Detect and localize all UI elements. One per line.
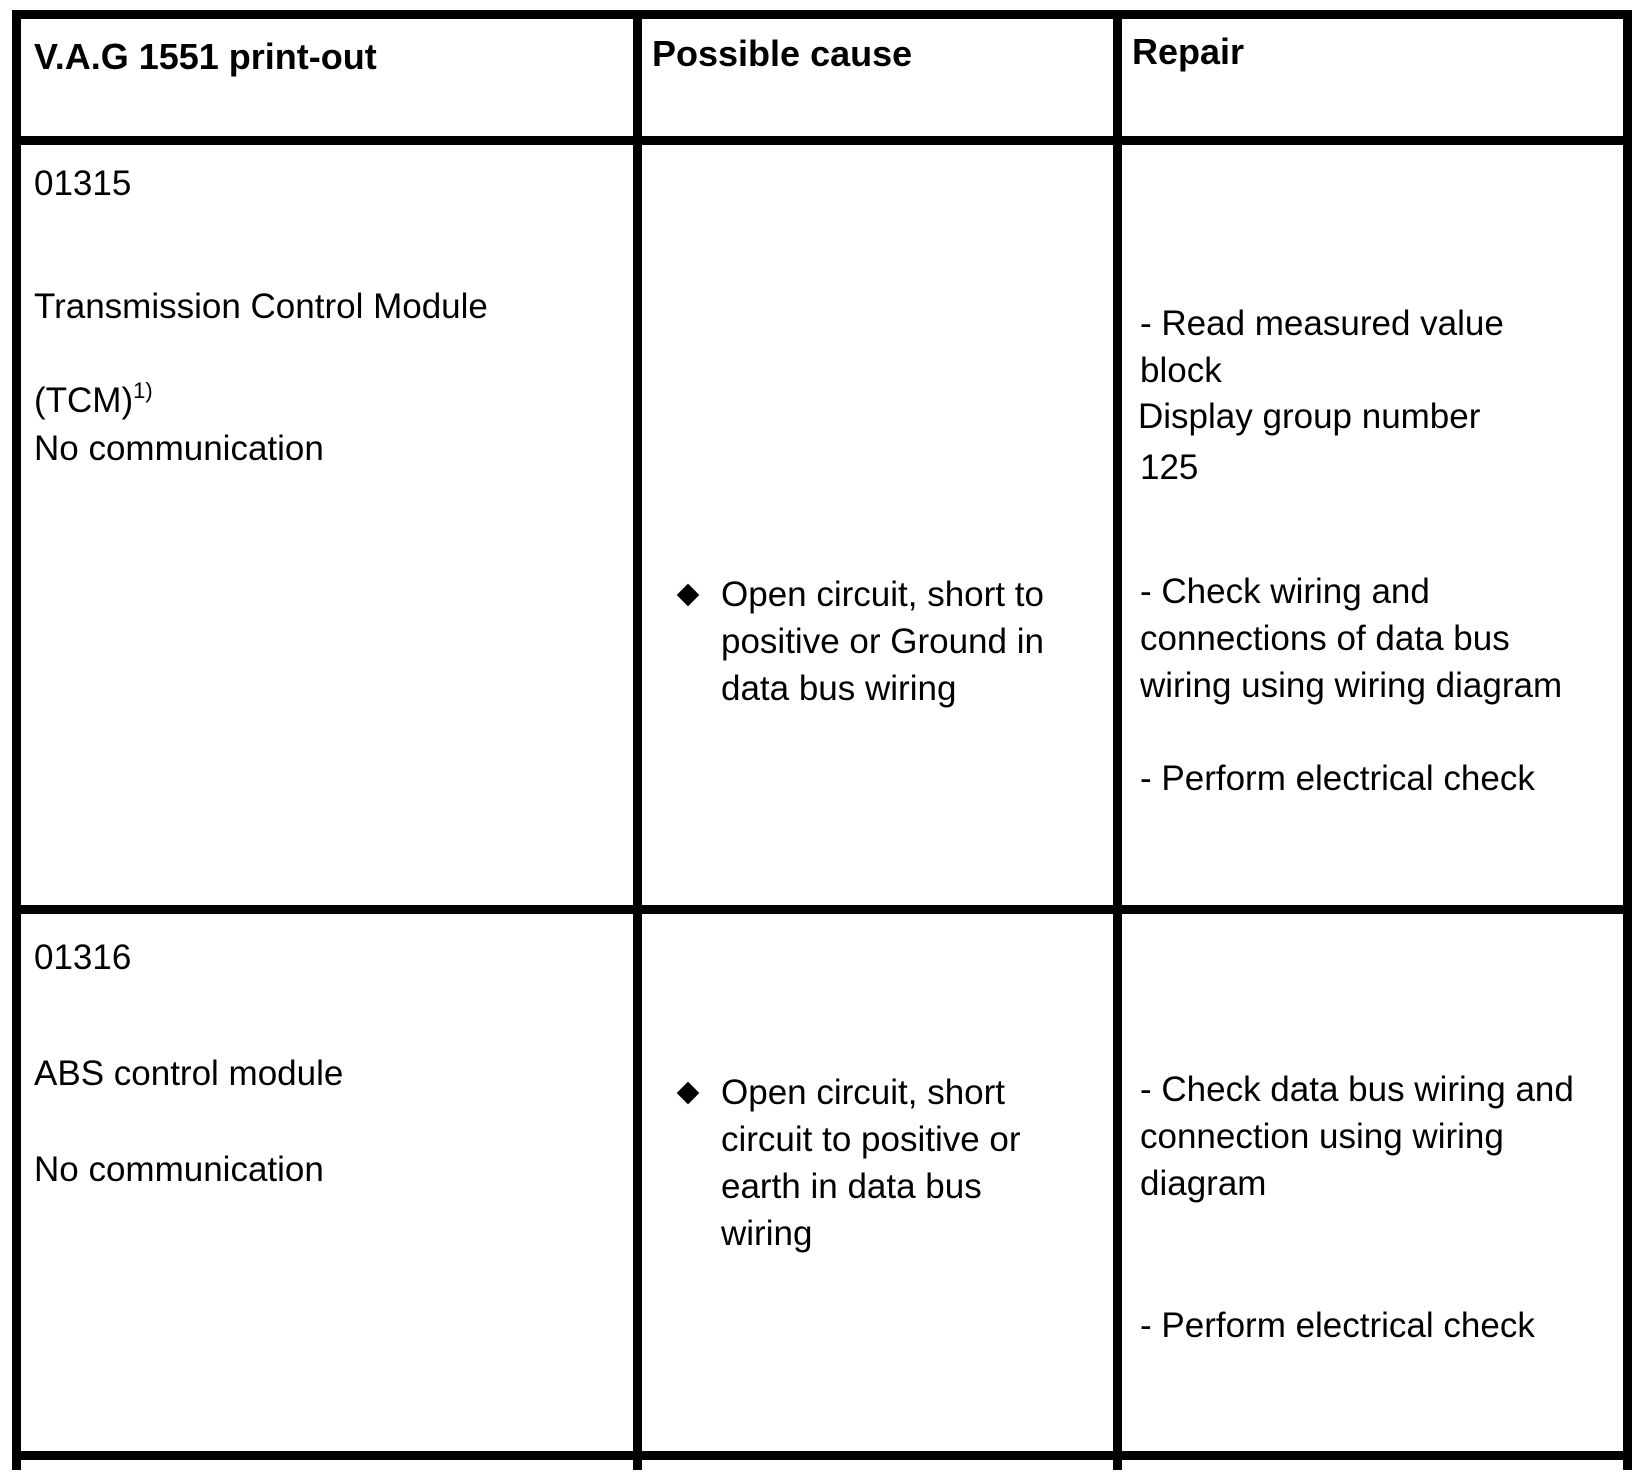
- row2-cause-item: [680, 1069, 1040, 1257]
- header-possible-cause: [652, 32, 912, 75]
- table-border-top: [12, 10, 1632, 19]
- row1-cause-item: [680, 571, 1080, 712]
- header-repair-label: Repair: [1132, 31, 1245, 72]
- row1-repair-step-2: - Check wiring and connections of data bus wiring using wiring diagram: [1140, 572, 1563, 705]
- row2-repair-step-1: - Check data bus wiring and connection using wiring diagram: [1140, 1070, 1574, 1203]
- row1-code: 01315: [34, 164, 132, 203]
- row1-module-abbrev: [34, 330, 624, 424]
- fault-table: [12, 10, 1632, 1470]
- row1-footnote-mark: 1): [133, 378, 153, 403]
- row1-module-abbrev-text: (TCM): [34, 381, 134, 420]
- row1-repair-display-group: Display group number: [1138, 397, 1481, 436]
- header-possible-cause-label: Possible cause: [652, 33, 913, 74]
- row2-code: 01316: [34, 938, 132, 977]
- row1-cause-text: Open circuit, short to positive or Ground in data bus wiring: [721, 575, 1044, 708]
- row2-cause: [642, 914, 1112, 1449]
- row1-status: No communication: [34, 429, 324, 468]
- header-repair: [1132, 30, 1244, 73]
- row2-module: ABS control module: [34, 1054, 344, 1093]
- table-border-bottom: [12, 1451, 1632, 1460]
- row-divider: [12, 905, 1632, 914]
- row1-repair: [1122, 140, 1622, 900]
- header-printout: [34, 35, 377, 78]
- row1-module: Transmission Control Module: [34, 287, 488, 326]
- row2-cause-text: Open circuit, short circuit to positive or earth in data bus wiring: [721, 1073, 1021, 1253]
- row1-repair-group-number: 125: [1140, 448, 1199, 487]
- row1-repair-step-3: - Perform electrical check: [1140, 759, 1535, 798]
- row2-printout: [34, 914, 624, 1449]
- row2-repair-step-2: - Perform electrical check: [1140, 1306, 1535, 1345]
- header-printout-label: V.A.G 1551 print-out: [34, 36, 377, 77]
- table-divider-1: [633, 10, 642, 1470]
- row2-repair: [1122, 914, 1622, 1449]
- row1-repair-step-1: - Read measured value block: [1140, 304, 1504, 390]
- table-divider-2: [1113, 10, 1122, 1470]
- diamond-bullet-icon: [677, 1082, 700, 1105]
- diamond-bullet-icon: [677, 584, 700, 607]
- row1-cause: [642, 140, 1112, 900]
- row2-status: No communication: [34, 1150, 324, 1189]
- row1-printout: [34, 140, 624, 900]
- table-border-left: [12, 10, 21, 1470]
- table-border-right: [1623, 10, 1632, 1470]
